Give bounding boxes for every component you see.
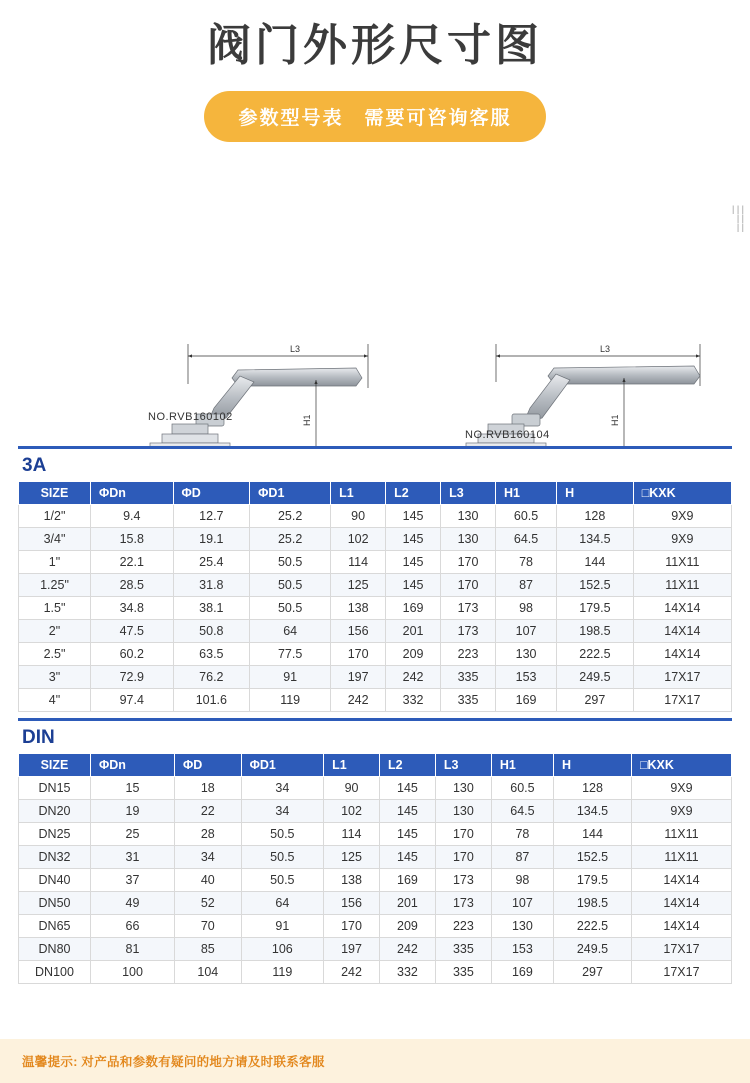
cell: 335 xyxy=(441,689,496,712)
cell: 145 xyxy=(386,505,441,528)
cell: 91 xyxy=(250,666,331,689)
th-size: SIZE xyxy=(19,754,91,777)
cell: 242 xyxy=(386,666,441,689)
table-din xyxy=(18,753,732,984)
subtitle-container xyxy=(0,91,750,142)
table-din-title: DIN xyxy=(22,727,55,748)
cell: 101.6 xyxy=(173,689,250,712)
cell: 197 xyxy=(324,938,380,961)
cell: 40 xyxy=(175,869,242,892)
cell: 297 xyxy=(557,689,634,712)
cell: 72.9 xyxy=(91,666,174,689)
cell: 222.5 xyxy=(557,643,634,666)
th-phid: ΦD xyxy=(173,482,250,505)
cell: 144 xyxy=(557,551,634,574)
drawing-caption-left: NO.RVB160102 xyxy=(148,411,233,423)
table-row xyxy=(19,961,732,984)
cell: 332 xyxy=(379,961,435,984)
cell: 11X11 xyxy=(633,551,731,574)
cell: 130 xyxy=(435,777,491,800)
cell: 125 xyxy=(331,574,386,597)
cell: 179.5 xyxy=(557,597,634,620)
cell: 119 xyxy=(241,961,323,984)
cell: 223 xyxy=(441,643,496,666)
valve-drawing-left xyxy=(29,344,368,446)
cell: 9X9 xyxy=(631,777,731,800)
cell: 153 xyxy=(491,938,553,961)
cell: 173 xyxy=(435,892,491,915)
cell: 91 xyxy=(241,915,323,938)
cell: 85 xyxy=(175,938,242,961)
cell: 169 xyxy=(496,689,557,712)
cell: 50.5 xyxy=(250,551,331,574)
page-title: 阀门外形尺寸图 xyxy=(207,21,543,70)
table-din-wrapper xyxy=(18,718,732,984)
th-phid1: ΦD1 xyxy=(241,754,323,777)
th-size: SIZE xyxy=(19,482,91,505)
th-l1: L1 xyxy=(324,754,380,777)
cell: 145 xyxy=(379,846,435,869)
cell: 201 xyxy=(386,620,441,643)
cell: 107 xyxy=(496,620,557,643)
drawings-area xyxy=(0,156,750,446)
cell: 169 xyxy=(379,869,435,892)
cell: 31 xyxy=(91,846,175,869)
table-row xyxy=(19,777,732,800)
cell: 9X9 xyxy=(633,528,731,551)
cell-size: DN80 xyxy=(19,938,91,961)
cell: 63.5 xyxy=(173,643,250,666)
cell: 170 xyxy=(331,643,386,666)
th-phid: ΦD xyxy=(175,754,242,777)
cell: 114 xyxy=(331,551,386,574)
cell: 64.5 xyxy=(491,800,553,823)
cell: 90 xyxy=(331,505,386,528)
cell-size: 1.5" xyxy=(19,597,91,620)
th-phidn: ΦDn xyxy=(91,754,175,777)
table-row xyxy=(19,505,732,528)
cell: 179.5 xyxy=(554,869,632,892)
cell: 170 xyxy=(441,574,496,597)
cell: 34 xyxy=(175,846,242,869)
tables-area xyxy=(0,446,750,984)
cell: 60.5 xyxy=(496,505,557,528)
cell: 78 xyxy=(496,551,557,574)
cell: 50.5 xyxy=(250,574,331,597)
cell: 14X14 xyxy=(631,869,731,892)
cell: 130 xyxy=(441,505,496,528)
cell: 170 xyxy=(324,915,380,938)
table-row xyxy=(19,869,732,892)
cell-size: DN50 xyxy=(19,892,91,915)
cell: 106 xyxy=(241,938,323,961)
cell: 78 xyxy=(491,823,553,846)
cell: 198.5 xyxy=(554,892,632,915)
table-row xyxy=(19,915,732,938)
cell: 107 xyxy=(491,892,553,915)
cell: 242 xyxy=(324,961,380,984)
table-3a-body xyxy=(19,505,732,712)
table-row xyxy=(19,846,732,869)
table-row xyxy=(19,800,732,823)
cell: 128 xyxy=(557,505,634,528)
cell: 173 xyxy=(441,597,496,620)
cell: 50.5 xyxy=(241,869,323,892)
cell: 18 xyxy=(175,777,242,800)
th-l1: L1 xyxy=(331,482,386,505)
cell: 34.8 xyxy=(91,597,174,620)
th-l3: L3 xyxy=(435,754,491,777)
th-kxk: □KXK xyxy=(631,754,731,777)
cell: 49 xyxy=(91,892,175,915)
cell: 138 xyxy=(331,597,386,620)
th-l2: L2 xyxy=(386,482,441,505)
cell: 87 xyxy=(496,574,557,597)
cell: 222.5 xyxy=(554,915,632,938)
cell-size: 3" xyxy=(19,666,91,689)
cell: 242 xyxy=(331,689,386,712)
svg-text:L3: L3 xyxy=(290,344,301,354)
svg-text:H1: H1 xyxy=(610,414,620,426)
table-row xyxy=(19,574,732,597)
subtitle-badge: 参数型号表 需要可咨询客服 xyxy=(204,91,545,142)
cell: 242 xyxy=(379,938,435,961)
cell: 14X14 xyxy=(631,915,731,938)
cell: 14X14 xyxy=(633,620,731,643)
cell: 249.5 xyxy=(557,666,634,689)
cell: 64 xyxy=(250,620,331,643)
cell: 119 xyxy=(250,689,331,712)
cell: 38.1 xyxy=(173,597,250,620)
cell: 223 xyxy=(435,915,491,938)
cell-size: DN25 xyxy=(19,823,91,846)
table-row xyxy=(19,597,732,620)
cell: 17X17 xyxy=(633,689,731,712)
table-3a-wrapper xyxy=(18,446,732,712)
cell: 50.5 xyxy=(250,597,331,620)
cell-size: DN100 xyxy=(19,961,91,984)
cell: 19 xyxy=(91,800,175,823)
cell: 332 xyxy=(386,689,441,712)
table-3a-title: 3A xyxy=(22,455,47,476)
cell-size: 1/2" xyxy=(19,505,91,528)
cell: 47.5 xyxy=(91,620,174,643)
cell: 152.5 xyxy=(554,846,632,869)
cell: 125 xyxy=(324,846,380,869)
cell: 28 xyxy=(175,823,242,846)
table-row xyxy=(19,528,732,551)
cell: 34 xyxy=(241,800,323,823)
th-phid1: ΦD1 xyxy=(250,482,331,505)
table-3a-header-row xyxy=(19,482,732,505)
cell: 104 xyxy=(175,961,242,984)
cell: 50.8 xyxy=(173,620,250,643)
cell-size: 2" xyxy=(19,620,91,643)
th-h: H xyxy=(557,482,634,505)
table-row xyxy=(19,823,732,846)
cell: 170 xyxy=(435,846,491,869)
cell: 145 xyxy=(379,823,435,846)
cell: 12.7 xyxy=(173,505,250,528)
cell: 31.8 xyxy=(173,574,250,597)
cell: 209 xyxy=(379,915,435,938)
cell: 90 xyxy=(324,777,380,800)
cell: 11X11 xyxy=(631,823,731,846)
cell: 17X17 xyxy=(633,666,731,689)
cell: 169 xyxy=(386,597,441,620)
cell: 70 xyxy=(175,915,242,938)
cell: 201 xyxy=(379,892,435,915)
cell-size: DN65 xyxy=(19,915,91,938)
cell: 249.5 xyxy=(554,938,632,961)
cell: 76.2 xyxy=(173,666,250,689)
th-l2: L2 xyxy=(379,754,435,777)
cell: 81 xyxy=(91,938,175,961)
cell: 50.5 xyxy=(241,846,323,869)
cell: 130 xyxy=(441,528,496,551)
cell: 98 xyxy=(491,869,553,892)
cell: 17X17 xyxy=(631,938,731,961)
cell: 64 xyxy=(241,892,323,915)
cell: 102 xyxy=(324,800,380,823)
th-h1: H1 xyxy=(496,482,557,505)
cell: 34 xyxy=(241,777,323,800)
cell-size: DN15 xyxy=(19,777,91,800)
cell: 9X9 xyxy=(631,800,731,823)
table-din-header-row xyxy=(19,754,732,777)
table-row xyxy=(19,643,732,666)
cell: 335 xyxy=(441,666,496,689)
cell: 77.5 xyxy=(250,643,331,666)
cell: 25 xyxy=(91,823,175,846)
cell: 144 xyxy=(554,823,632,846)
cell: 145 xyxy=(379,777,435,800)
cell: 14X14 xyxy=(633,597,731,620)
cell: 100 xyxy=(91,961,175,984)
cell: 134.5 xyxy=(554,800,632,823)
table-row xyxy=(19,689,732,712)
decorative-ticks: | | | | | | | xyxy=(731,204,744,232)
cell: 66 xyxy=(91,915,175,938)
cell: 11X11 xyxy=(633,574,731,597)
table-row xyxy=(19,666,732,689)
cell: 60.5 xyxy=(491,777,553,800)
cell: 14X14 xyxy=(631,892,731,915)
cell: 11X11 xyxy=(631,846,731,869)
cell: 15 xyxy=(91,777,175,800)
cell: 173 xyxy=(441,620,496,643)
cell: 209 xyxy=(386,643,441,666)
cell: 297 xyxy=(554,961,632,984)
cell: 52 xyxy=(175,892,242,915)
cell: 156 xyxy=(331,620,386,643)
cell: 170 xyxy=(435,823,491,846)
cell-size: 4" xyxy=(19,689,91,712)
cell-size: DN20 xyxy=(19,800,91,823)
table-row xyxy=(19,938,732,961)
cell: 169 xyxy=(491,961,553,984)
table-row xyxy=(19,620,732,643)
th-h1: H1 xyxy=(491,754,553,777)
cell: 156 xyxy=(324,892,380,915)
cell: 37 xyxy=(91,869,175,892)
cell: 138 xyxy=(324,869,380,892)
cell: 130 xyxy=(496,643,557,666)
cell: 14X14 xyxy=(633,643,731,666)
cell: 19.1 xyxy=(173,528,250,551)
cell: 145 xyxy=(386,551,441,574)
th-h: H xyxy=(554,754,632,777)
cell-size: 1" xyxy=(19,551,91,574)
cell: 60.2 xyxy=(91,643,174,666)
cell-size: DN40 xyxy=(19,869,91,892)
table-row xyxy=(19,892,732,915)
cell: 197 xyxy=(331,666,386,689)
cell: 28.5 xyxy=(91,574,174,597)
table-3a xyxy=(18,481,732,712)
cell: 87 xyxy=(491,846,553,869)
cell: 25.4 xyxy=(173,551,250,574)
svg-text:L3: L3 xyxy=(600,344,611,354)
cell: 50.5 xyxy=(241,823,323,846)
cell: 173 xyxy=(435,869,491,892)
cell: 114 xyxy=(324,823,380,846)
cell: 198.5 xyxy=(557,620,634,643)
cell: 335 xyxy=(435,961,491,984)
cell: 25.2 xyxy=(250,528,331,551)
cell: 15.8 xyxy=(91,528,174,551)
cell: 102 xyxy=(331,528,386,551)
drawing-caption-right: NO.RVB160104 xyxy=(465,429,550,441)
cell-size: 1.25" xyxy=(19,574,91,597)
cell: 64.5 xyxy=(496,528,557,551)
cell-size: DN32 xyxy=(19,846,91,869)
th-phidn: ΦDn xyxy=(91,482,174,505)
table-din-body xyxy=(19,777,732,984)
cell: 98 xyxy=(496,597,557,620)
th-l3: L3 xyxy=(441,482,496,505)
cell: 134.5 xyxy=(557,528,634,551)
svg-text:H1: H1 xyxy=(302,414,312,426)
cell: 145 xyxy=(386,528,441,551)
cell: 145 xyxy=(386,574,441,597)
cell: 130 xyxy=(435,800,491,823)
cell-size: 3/4" xyxy=(19,528,91,551)
cell: 152.5 xyxy=(557,574,634,597)
cell: 25.2 xyxy=(250,505,331,528)
cell: 22.1 xyxy=(91,551,174,574)
table-row xyxy=(19,551,732,574)
cell: 9X9 xyxy=(633,505,731,528)
cell: 335 xyxy=(435,938,491,961)
cell: 128 xyxy=(554,777,632,800)
th-kxk: □KXK xyxy=(633,482,731,505)
footer-note-text: 温馨提示: 对产品和参数有疑问的地方请及时联系客服 xyxy=(22,1055,325,1069)
cell-size: 2.5" xyxy=(19,643,91,666)
cell: 22 xyxy=(175,800,242,823)
cell: 130 xyxy=(491,915,553,938)
cell: 97.4 xyxy=(91,689,174,712)
cell: 17X17 xyxy=(631,961,731,984)
footer-note-bar xyxy=(0,1039,750,1083)
cell: 153 xyxy=(496,666,557,689)
cell: 9.4 xyxy=(91,505,174,528)
cell: 170 xyxy=(441,551,496,574)
valve-drawings-svg xyxy=(0,156,750,446)
cell: 145 xyxy=(379,800,435,823)
